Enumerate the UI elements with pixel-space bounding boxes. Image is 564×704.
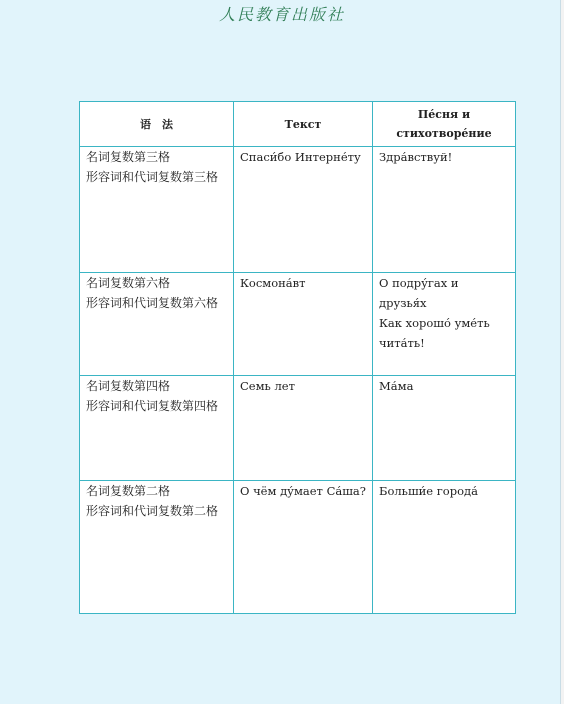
grammar-noun: 名词复数第四格 (86, 379, 171, 393)
song-title: Больши́е города́ (379, 484, 478, 498)
grammar-noun: 名词复数第六格 (86, 276, 171, 290)
header-song: Пе́сня и стихотворе́ние (373, 102, 516, 147)
grammar-adjective: 形容词和代词复数第六格 (86, 296, 219, 310)
table-header-row (80, 102, 516, 147)
grammar-adjective: 形容词和代词复数第二格 (86, 504, 219, 518)
song-cell (373, 376, 516, 481)
grammar-noun: 名词复数第三格 (86, 150, 171, 164)
grammar-cell (80, 376, 234, 481)
song-cell (373, 273, 516, 376)
song-title: Ма́ма (379, 379, 414, 393)
header-grammar: 语 法 (80, 102, 234, 147)
grammar-adjective: 形容词和代词复数第四格 (86, 399, 219, 413)
lessons-table (79, 101, 516, 614)
text-cell: Спаси́бо Интерне́ту (234, 147, 373, 273)
table-row (80, 376, 516, 481)
text-cell: О чём ду́мает Са́ша? (234, 481, 373, 614)
publisher-logo-text: 人民教育出版社 (218, 5, 345, 24)
header-text: Текст (234, 102, 373, 147)
grammar-adjective: 形容词和代词复数第三格 (86, 170, 219, 184)
grammar-cell (80, 273, 234, 376)
table-row (80, 481, 516, 614)
poem-title: Как хорошо́ уме́ть чита́ть! (379, 316, 490, 350)
song-cell (373, 147, 516, 273)
table-row (80, 147, 516, 273)
text-cell: Космона́вт (234, 273, 373, 376)
text-cell: Семь лет (234, 376, 373, 481)
grammar-cell (80, 481, 234, 614)
song-title: Здра́вствуй! (379, 150, 453, 164)
song-title: О подру́гах и друзья́х (379, 276, 459, 310)
grammar-noun: 名词复数第二格 (86, 484, 171, 498)
table-row (80, 273, 516, 376)
grammar-cell (80, 147, 234, 273)
song-cell (373, 481, 516, 614)
